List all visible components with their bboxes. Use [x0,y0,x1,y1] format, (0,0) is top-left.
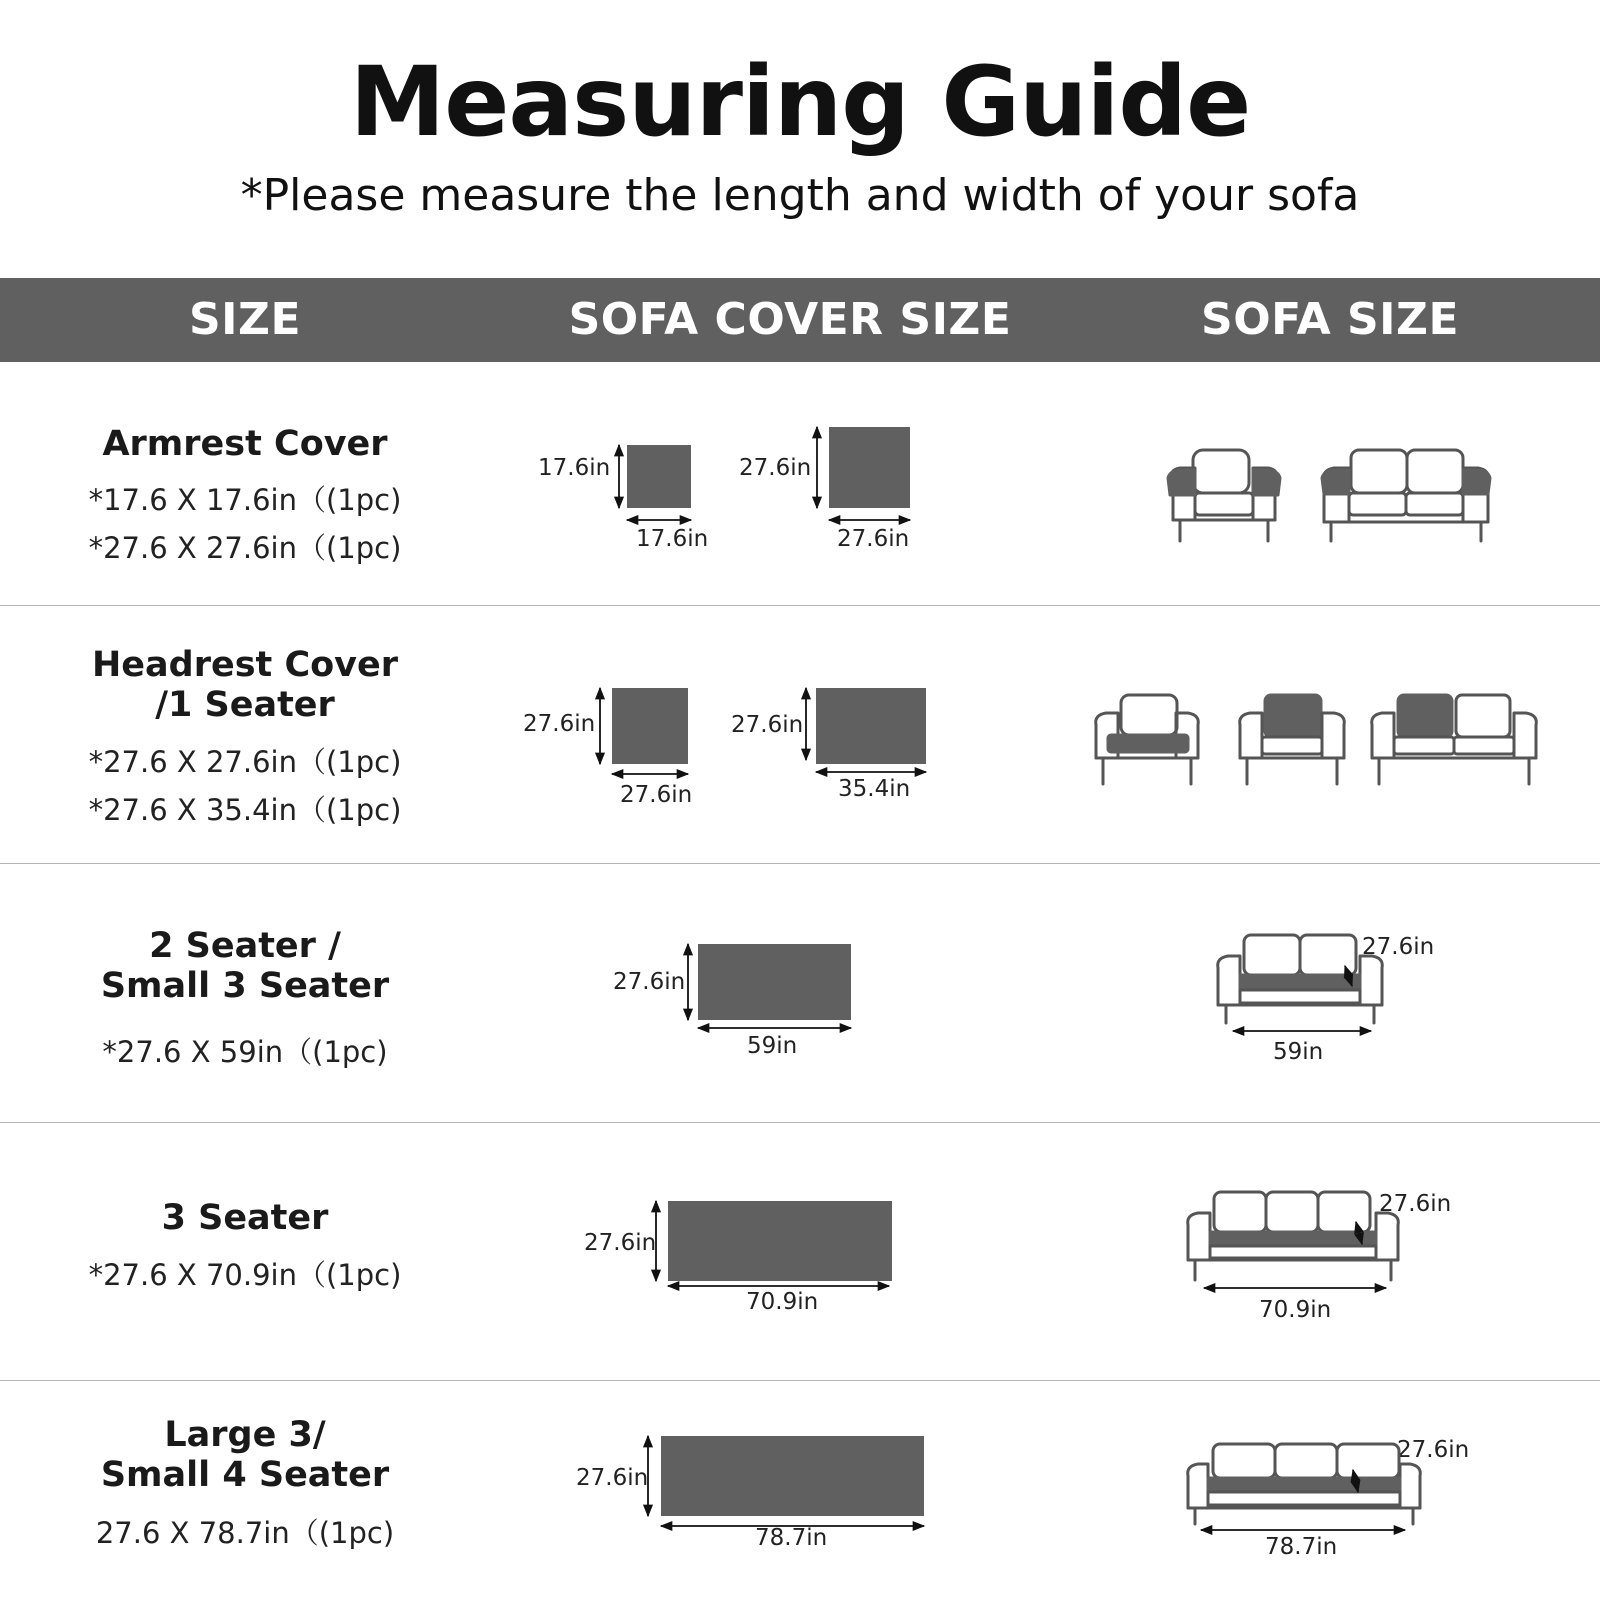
header-sofa-cover-size: SOFA COVER SIZE [568,294,1012,345]
2seater-sofa-depth-label: 27.6in [1362,934,1435,960]
large3-sofa-depth-label: 27.6in [1397,1437,1470,1463]
headrest-rect-height-label: 27.6in [731,712,804,738]
2seater-cover-width-label: 59in [747,1033,798,1059]
sofa-3seater-icon [1188,1192,1399,1280]
row-large3-spec: 27.6 X 78.7in（(1pc) [95,1516,395,1550]
row-headrest-name-1: Headrest Cover [92,645,398,685]
row-3seater-name: 3 Seater [161,1198,329,1238]
armrest-small-height-label: 17.6in [538,455,611,481]
page-subtitle: *Please measure the length and width of your sofa [240,170,1360,221]
row-headrest-spec-2: *27.6 X 35.4in（(1pc) [88,793,402,827]
headrest-rect-width-label: 35.4in [838,776,911,802]
page-title: Measuring Guide [349,46,1251,158]
row-armrest-spec-2: *27.6 X 27.6in（(1pc) [88,531,402,565]
sofa-large-icon [1188,1444,1421,1524]
large3-cover-width-label: 78.7in [755,1525,828,1551]
2seater-cover-height-label: 27.6in [613,969,686,995]
row-large3-name-1: Large 3/ [164,1415,326,1455]
row-armrest-spec-1: *17.6 X 17.6in（(1pc) [88,483,402,517]
armchair-seat-icon [1096,695,1199,784]
armrest-large-height-label: 27.6in [739,455,812,481]
3seater-cover-height-label: 27.6in [584,1230,657,1256]
loveseat-headrest-icon [1372,695,1537,784]
row-2seater-name-1: 2 Seater / [149,926,341,966]
dimension-arrows [600,427,926,1526]
armrest-large-width-label: 27.6in [837,526,910,552]
2seater-sofa-width-label: 59in [1273,1039,1324,1065]
row-headrest-spec-1: *27.6 X 27.6in（(1pc) [88,745,402,779]
3seater-sofa-width-label: 70.9in [1259,1297,1332,1323]
row-large3-name-2: Small 4 Seater [100,1455,390,1495]
sofa-2seater-icon [1218,935,1383,1023]
row-headrest-name-2: /1 Seater [155,685,335,725]
sofa-illustrations [1096,450,1537,1524]
header-size: SIZE [188,294,302,345]
armchair-headrest-icon [1240,695,1345,784]
large3-sofa-width-label: 78.7in [1265,1534,1338,1560]
headrest-square-width-label: 27.6in [620,782,693,808]
headrest-square-height-label: 27.6in [523,711,596,737]
large3-cover-height-label: 27.6in [576,1465,649,1491]
row-armrest-name: Armrest Cover [102,424,388,464]
loveseat-armrest-icon [1322,450,1490,541]
row-3seater-spec: *27.6 X 70.9in（(1pc) [88,1258,402,1292]
armrest-small-width-label: 17.6in [636,526,709,552]
3seater-sofa-depth-label: 27.6in [1379,1191,1452,1217]
row-2seater-spec: *27.6 X 59in（(1pc) [102,1035,388,1069]
row-2seater-name-2: Small 3 Seater [100,966,390,1006]
3seater-cover-width-label: 70.9in [746,1289,819,1315]
header-sofa-size: SOFA SIZE [1201,294,1459,345]
armchair-armrest-icon [1168,450,1280,541]
